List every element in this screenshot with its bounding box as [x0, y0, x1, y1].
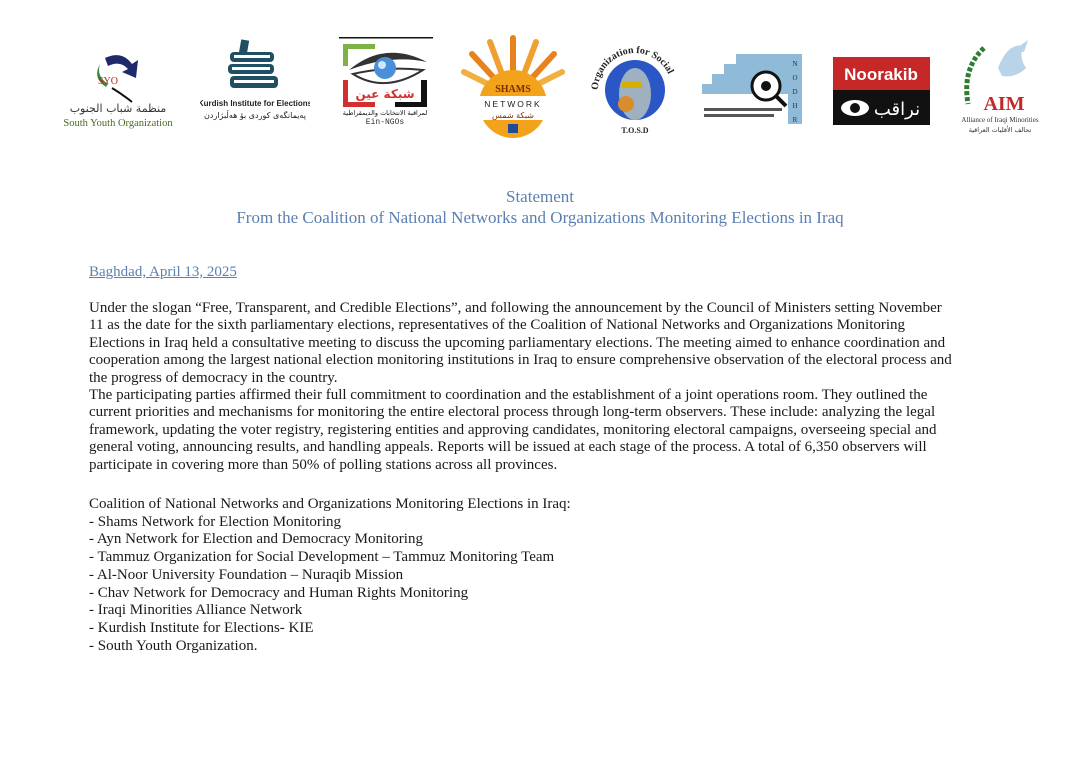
svg-text:Kurdish Institute for Election: Kurdish Institute for Elections: [200, 99, 310, 108]
body-line: general voting, announcing results, and handling appeals. Reports will be issued at each stage of the process. A total of 6,350 observers will: [89, 439, 927, 456]
logo-ein-ngos: [335, 36, 435, 126]
svg-text:Organization for Social: Organization for Social: [589, 44, 676, 91]
magnifier-eye-icon: [700, 50, 805, 128]
svg-text:H: H: [792, 102, 798, 110]
body-line: the progress of democracy in the country.: [89, 369, 338, 386]
coalition-member: - Al-Noor University Foundation – Nuraqib Mission: [89, 566, 404, 583]
body-line: participate in covering more than 50% of polling stations across all provinces.: [89, 456, 558, 473]
statement-header: [0, 186, 1080, 228]
logo-noorakib: [833, 57, 930, 125]
coalition-heading: Coalition of National Networks and Organizations Monitoring Elections in Iraq:: [89, 496, 571, 512]
body-line: 11 as the date for the sixth parliamentary elections, representatives of the Coalition of National Networks and Organizations Monitoring: [89, 317, 906, 334]
statement-subtitle: From the Coalition of National Networks and Organizations Monitoring Elections in Iraq: [236, 208, 844, 227]
svg-text:پەیمانگەی کوردی بۆ هەڵبژاردن: پەیمانگەی کوردی بۆ هەڵبژاردن: [204, 111, 306, 120]
svg-text:Alliance of Iraqi Minorities: Alliance of Iraqi Minorities: [961, 116, 1039, 124]
logo-nodhr: [700, 50, 805, 128]
books-ballot-icon: [200, 38, 310, 124]
svg-text:T.O.S.D: T.O.S.D: [621, 126, 649, 135]
svg-text:Ein-NGOs: Ein-NGOs: [365, 118, 405, 126]
svg-text:شبكة عين: شبكة عين: [355, 87, 415, 101]
svg-text:لمراقبة الانتخابات والديمقراطي: لمراقبة الانتخابات والديمقراطية: [342, 109, 428, 117]
syo-emblem-icon: [60, 50, 180, 132]
svg-text:SYO: SYO: [98, 76, 119, 87]
svg-text:N: N: [792, 60, 798, 68]
logo-kurdish-institute-for-elections: [200, 38, 310, 124]
logo-south-youth-organization: [60, 50, 180, 132]
coalition-member: - Chav Network for Democracy and Human Rights Monitoring: [89, 584, 469, 601]
svg-text:Noorakib: Noorakib: [844, 65, 918, 84]
dateline: Baghdad, April 13, 2025: [89, 264, 237, 280]
logo-tammuz-organization: [584, 38, 686, 138]
logo-shams-network: [458, 32, 568, 140]
svg-text:شبكة شمس: شبكة شمس: [492, 111, 534, 120]
statement-title: Statement: [506, 187, 574, 206]
svg-text:منظمة شباب الجنوب: منظمة شباب الجنوب: [69, 102, 167, 115]
body-line: framework, updating the voter registry, registering entities and approving candidates, monitoring electoral campaigns, overseeing special and: [89, 421, 937, 438]
body-line: Elections in Iraq held a consultative meeting to discuss the upcoming parliamentary elections. The meeting aimed to enhance coordination and: [89, 334, 946, 351]
svg-text:AIM: AIM: [983, 93, 1025, 115]
svg-text:NETWORK: NETWORK: [484, 99, 542, 109]
svg-text:SHAMS: SHAMS: [495, 84, 531, 95]
coalition-member: - South Youth Organization.: [89, 637, 258, 654]
coalition-members-list: [89, 496, 571, 655]
eye-globe-icon: [335, 36, 435, 126]
tammuz-seal-icon: [584, 38, 686, 138]
svg-text:South Youth Organization: South Youth Organization: [63, 118, 173, 129]
svg-text:O: O: [792, 74, 798, 82]
noorakib-eye-icon: [833, 57, 930, 125]
statement-body: [89, 300, 994, 474]
body-line: Under the slogan “Free, Transparent, and Credible Elections”, and following the announcement by the Council of Ministers setting November: [89, 300, 942, 316]
sun-icon: [458, 32, 568, 140]
coalition-member: - Tammuz Organization for Social Development – Tammuz Monitoring Team: [89, 549, 555, 566]
body-line: current priorities and mechanisms for monitoring the entire electoral process through long-term observers. These include: analyzing the legal: [89, 404, 936, 421]
coalition-member: - Iraqi Minorities Alliance Network: [89, 602, 303, 619]
coalition-member: - Kurdish Institute for Elections- KIE: [89, 619, 314, 636]
svg-text:تحالف الأقليات العراقية: تحالف الأقليات العراقية: [968, 126, 1032, 134]
logo-strip: [0, 0, 1080, 150]
svg-text:R: R: [792, 116, 798, 124]
body-line: cooperation among the largest national election monitoring institutions in Iraq to ensure comprehensive observation of the electoral process and: [89, 352, 952, 369]
coalition-member: - Ayn Network for Election and Democracy Monitoring: [89, 531, 423, 548]
logo-alliance-of-iraqi-minorities: [954, 38, 1046, 138]
coalition-member: - Shams Network for Election Monitoring: [89, 513, 342, 530]
svg-text:نراقب: نراقب: [873, 99, 921, 120]
dove-wheat-icon: [954, 38, 1046, 138]
body-line: The participating parties affirmed their full commitment to coordination and the establishment of a joint operations room. They outlined the: [89, 387, 928, 404]
svg-text:D: D: [792, 88, 798, 96]
